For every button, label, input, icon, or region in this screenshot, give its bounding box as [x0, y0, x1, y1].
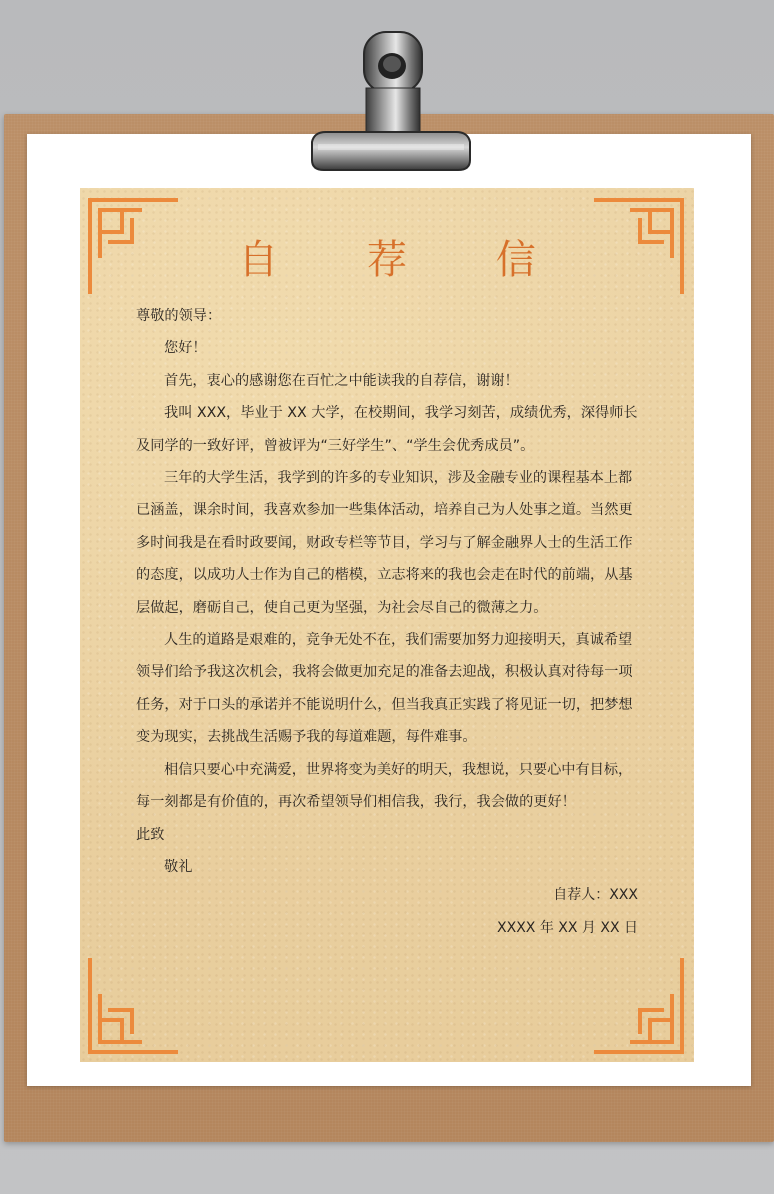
greeting: 您好！ [164, 340, 207, 357]
letter-title: 自 荐 信 [238, 237, 574, 283]
closing-line-2: 敬礼 [164, 858, 193, 875]
paragraph-4: 人生的道路是艰难的，竞争无处不在，我们需要加努力迎接明天，真诚希望领导们给予我这次机会，我将会做更加充足的准备去迎战，积极认真对待每一项任务，对于口头的承诺并不能说明什么，但当我真正实践了将见证一切，把梦想变为现实，去挑战生活赐予我的每道难题，每件难事。 [136, 632, 633, 746]
signature: 自荐人：XXX [553, 887, 638, 903]
corner-ornament-bottom-left [86, 956, 178, 1056]
paragraph-5: 相信只要心中充满爱，世界将变为美好的明天，我想说，只要心中有目标，每一刻都是有价值的，再次希望领导们相信我，我行，我会做的更好！ [136, 761, 633, 811]
salutation: 尊敬的领导： [136, 308, 222, 324]
binder-clip-icon [306, 26, 476, 176]
paragraph-2: 我叫 XXX，毕业于 XX 大学，在校期间，我学习刻苦，成绩优秀，深得师长及同学的一致好评，曾被评为“三好学生”、“学生会优秀成员”。 [136, 405, 638, 454]
letter-body [136, 300, 646, 883]
corner-ornament-bottom-right [594, 956, 686, 1056]
paragraph-1: 首先，衷心的感谢您在百忙之中能读我的自荐信，谢谢！ [164, 372, 519, 389]
paragraph-3: 三年的大学生活，我学到的许多的专业知识，涉及金融专业的课程基本上都已涵盖，课余时间，我喜欢参加一些集体活动，培养自己为人处事之道。当然更多时间我是在看时政要闻，财政专栏等节目，学习与了解金融界人士的生活工作的态度，以成功人士作为自己的楷模，立志将来的我也会走在时代的前端，从基层做起，磨砺自己，使自己更为坚强，为社会尽自己的微薄之力。 [136, 470, 633, 616]
date: XXXX 年 XX 月 XX 日 [497, 920, 638, 936]
closing-line-1: 此致 [136, 826, 165, 843]
